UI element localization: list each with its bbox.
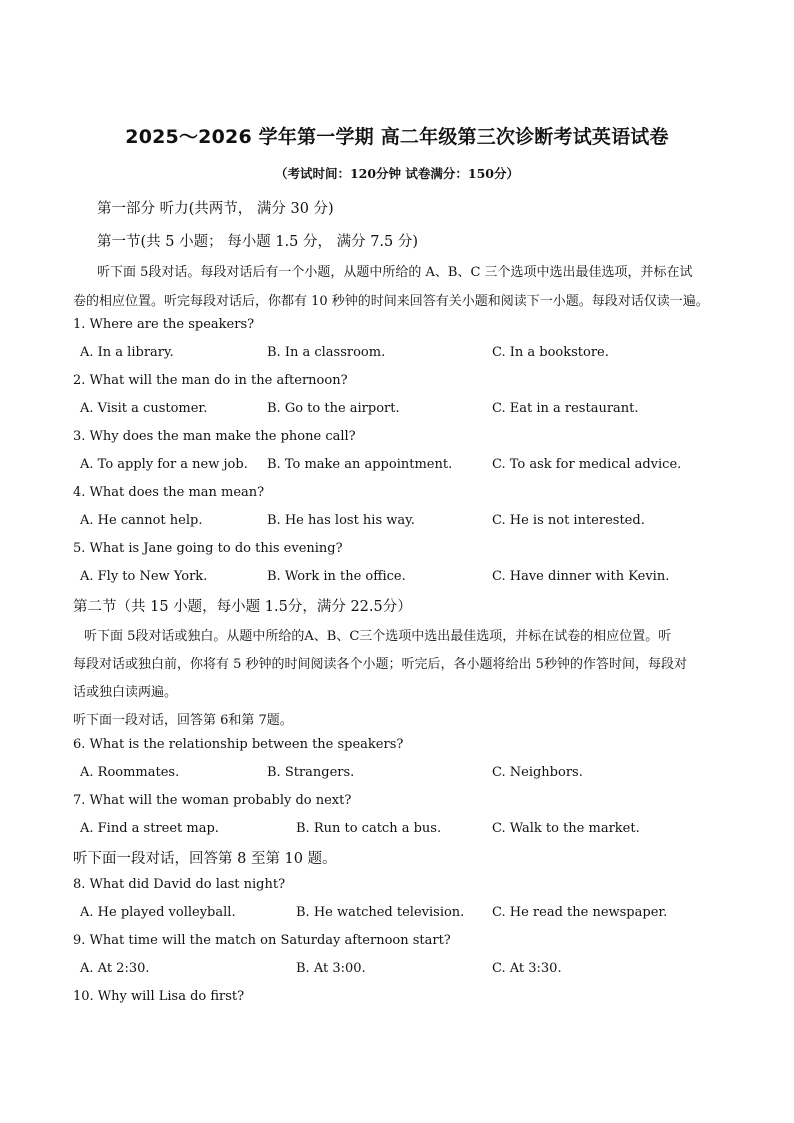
question-10: 10. Why will Lisa do first? <box>73 989 245 1004</box>
option-c: C. He is not interested. <box>492 513 645 528</box>
section2-instructions-2: 每段对话或独白前，你将有 5 秒钟的时间阅读各个小题；听完后，各小题将给出 5秒钟的作答时间，每段对 <box>73 657 687 672</box>
option-a: A. Find a street map. <box>80 821 219 836</box>
option-a: A. In a library. <box>80 345 174 360</box>
option-a: A. He played volleyball. <box>80 905 236 920</box>
option-b: B. Go to the airport. <box>267 401 400 416</box>
question-4: 4. What does the man mean? <box>73 485 265 500</box>
option-b: B. At 3:00. <box>296 961 366 976</box>
option-c: C. Walk to the market. <box>492 821 640 836</box>
option-c: C. Have dinner with Kevin. <box>492 569 670 584</box>
option-a: A. Fly to New York. <box>80 569 208 584</box>
part1-heading: 第一部分 听力(共两节， 满分 30 分) <box>97 201 334 217</box>
option-c: C. To ask for medical advice. <box>492 457 682 472</box>
option-b: B. He watched television. <box>296 905 465 920</box>
section2-instructions-3: 话或独白读两遍。 <box>73 685 178 700</box>
question-6: 6. What is the relationship between the speakers? <box>73 737 404 752</box>
option-a: A. At 2:30. <box>80 961 150 976</box>
option-c: C. Eat in a restaurant. <box>492 401 639 416</box>
section1-instructions-2: 卷的相应位置。听完每段对话后，你都有 10 秒钟的时间来回答有关小题和阅读下一小题。每段对话仅读一遍。 <box>73 294 709 309</box>
section2-heading: 第二节（共 15 小题，每小题 1.5分，满分 22.5分） <box>73 599 412 615</box>
section2-instructions-1: 听下面 5段对话或独白。从题中所给的A、B、C三个选项中选出最佳选项，并标在试卷的相应位置。听 <box>84 629 672 644</box>
option-b: B. Work in the office. <box>267 569 406 584</box>
question-9: 9. What time will the match on Saturday afternoon start? <box>73 933 451 948</box>
option-b: B. In a classroom. <box>267 345 386 360</box>
question-8: 8. What did David do last night? <box>73 877 286 892</box>
question-3: 3. Why does the man make the phone call? <box>73 429 356 444</box>
option-b: B. He has lost his way. <box>267 513 415 528</box>
option-b: B. Strangers. <box>267 765 355 780</box>
exam-info: （考试时间：120分钟 试卷满分：150分） <box>274 166 520 181</box>
prompt-6-7: 听下面一段对话，回答第 6和第 7题。 <box>73 713 293 728</box>
option-a: A. He cannot help. <box>80 513 203 528</box>
option-c: C. He read the newspaper. <box>492 905 668 920</box>
question-7: 7. What will the woman probably do next? <box>73 793 352 808</box>
option-b: B. Run to catch a bus. <box>296 821 442 836</box>
option-c: C. At 3:30. <box>492 961 562 976</box>
option-c: C. In a bookstore. <box>492 345 609 360</box>
question-1: 1. Where are the speakers? <box>73 317 255 332</box>
option-a: A. Roommates. <box>80 765 180 780</box>
prompt-8-10: 听下面一段对话，回答第 8 至第 10 题。 <box>73 851 337 867</box>
option-b: B. To make an appointment. <box>267 457 453 472</box>
page-title: 2025～2026 学年第一学期 高二年级第三次诊断考试英语试卷 <box>125 126 669 148</box>
question-5: 5. What is Jane going to do this evening? <box>73 541 343 556</box>
option-a: A. To apply for a new job. <box>80 457 248 472</box>
section1-heading: 第一节(共 5 小题； 每小题 1.5 分， 满分 7.5 分) <box>97 234 419 250</box>
question-2: 2. What will the man do in the afternoon? <box>73 373 348 388</box>
option-c: C. Neighbors. <box>492 765 583 780</box>
section1-instructions-1: 听下面 5段对话。每段对话后有一个小题，从题中所给的 A、B、C 三个选项中选出最佳选项，并标在试 <box>97 265 693 280</box>
option-a: A. Visit a customer. <box>80 401 208 416</box>
